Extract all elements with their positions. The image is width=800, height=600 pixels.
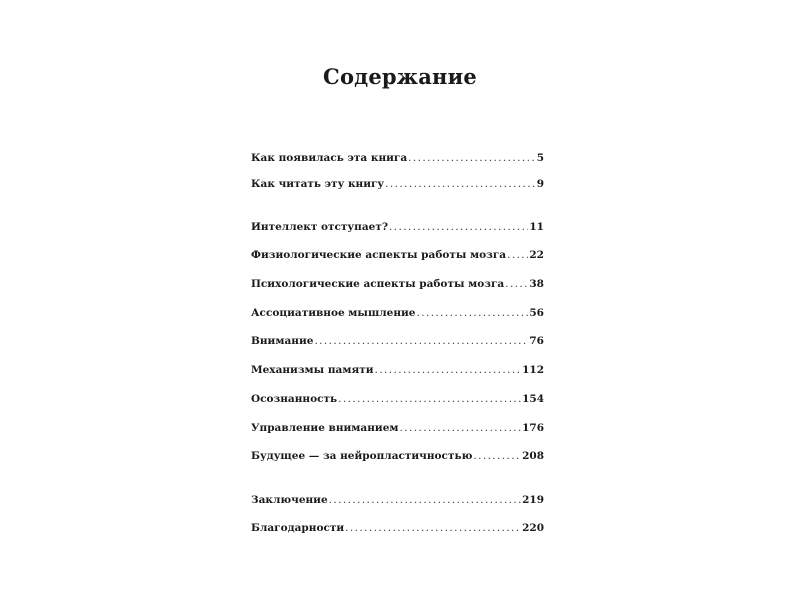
dot-leader	[338, 391, 521, 407]
toc-entry-label: Будущее — за нейропластичностью	[251, 450, 473, 462]
toc-entry	[251, 219, 544, 235]
toc-entry-page: 112	[522, 364, 544, 376]
toc-entry-label: Как читать эту книгу	[251, 178, 385, 190]
toc-entry-label: Благодарности	[251, 522, 345, 534]
toc-entry	[251, 150, 544, 166]
toc-entry-label: Интеллект отступает?	[251, 221, 388, 233]
toc-entry	[251, 492, 544, 508]
toc-entry	[251, 362, 544, 378]
toc-entry	[251, 391, 544, 407]
dot-leader	[507, 247, 528, 263]
dot-leader	[389, 219, 528, 235]
toc-entry-label: Внимание	[251, 335, 314, 347]
dot-leader	[345, 520, 521, 536]
toc-entry-label: Заключение	[251, 494, 328, 506]
dot-leader	[329, 492, 521, 508]
toc-entry-page: 9	[536, 178, 544, 190]
dot-leader	[314, 333, 528, 349]
toc-entry	[251, 176, 544, 192]
dot-leader	[416, 305, 528, 321]
toc-entry-page: 22	[529, 249, 544, 261]
toc-entry-page: 38	[529, 278, 544, 290]
toc-entry-page: 176	[522, 422, 544, 434]
toc-entry-page: 76	[529, 335, 544, 347]
toc-entry-label: Ассоциативное мышление	[251, 307, 416, 319]
dot-leader	[385, 176, 536, 192]
toc-entry-label: Управление вниманием	[251, 422, 399, 434]
page-title: Содержание	[323, 64, 477, 89]
toc-entry-page: 220	[522, 522, 544, 534]
toc-entry-page: 11	[529, 221, 544, 233]
toc-entry-page: 154	[522, 393, 544, 405]
toc-entry-label: Психологические аспекты работы мозга	[251, 278, 505, 290]
toc-entry	[251, 305, 544, 321]
toc-entry-page: 5	[536, 152, 544, 164]
dot-leader	[375, 362, 522, 378]
toc-entry-page: 208	[522, 450, 544, 462]
toc-entry-label: Физиологические аспекты работы мозга	[251, 249, 507, 261]
toc-entry-page: 56	[529, 307, 544, 319]
toc-entry-label: Как появилась эта книга	[251, 152, 408, 164]
toc-entry	[251, 333, 544, 349]
toc-entry-page: 219	[522, 494, 544, 506]
toc-entry	[251, 520, 544, 536]
dot-leader	[408, 150, 536, 166]
toc-entry	[251, 276, 544, 292]
dot-leader	[473, 448, 521, 464]
dot-leader	[505, 276, 528, 292]
toc-entry-label: Осознанность	[251, 393, 338, 405]
toc-entry	[251, 448, 544, 464]
toc-entry	[251, 420, 544, 436]
toc-entry	[251, 247, 544, 263]
dot-leader	[400, 420, 522, 436]
toc-entry-label: Механизмы памяти	[251, 364, 374, 376]
